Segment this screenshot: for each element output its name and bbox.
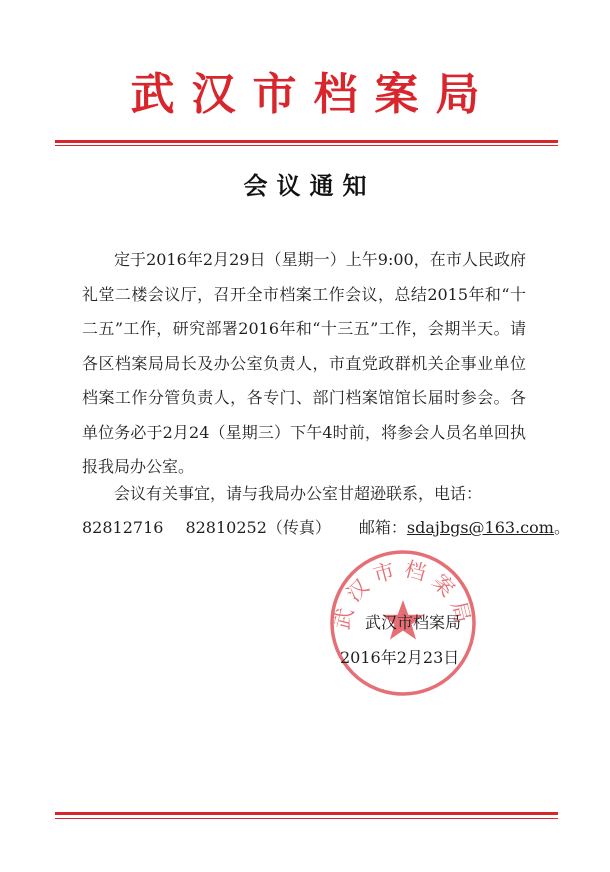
org-header-title: 武汉市档案局 (130, 69, 497, 120)
body-paragraph-1: 定于2016年2月29日（星期一）上午9:00，在市人民政府礼堂二楼会议厅，召开全市档案工作会议，总结2015年和“十二五”工作，研究部署2016年和“十三五”工作，会期半天。请各区档案局局长及办公室负责人，市直党政群机关企事业单位档案工作分管负责人，各专门、部门档案馆馆长届时参会。各单位务必于2月24（星期三）下午4时前，将参会人员名单回执报我局办公室。 (82, 250, 526, 476)
email-label: 邮箱： (358, 518, 407, 537)
contact-line (82, 511, 570, 546)
phone-number-1: 82812716 (82, 518, 164, 537)
phone-number-2: 82810252（传真） (185, 518, 331, 537)
signature-date: 2016年2月23日 (340, 648, 460, 667)
header-rule-thick (55, 140, 558, 143)
header-rule-thin (55, 145, 558, 146)
signature-organization: 武汉市档案局 (365, 613, 462, 632)
body-paragraph-2: 会议有关事宜，请与我局办公室甘超逊联系，电话： (114, 484, 483, 503)
footer-rule-thick (55, 812, 558, 815)
document-title: 会议通知 (243, 172, 376, 200)
email-period: 。 (553, 518, 570, 537)
footer-rule-thin (55, 818, 558, 819)
svg-text:武汉市档案局: 武汉市档案局 (329, 556, 477, 632)
email-address: sdajbgs@163.com (406, 518, 554, 537)
